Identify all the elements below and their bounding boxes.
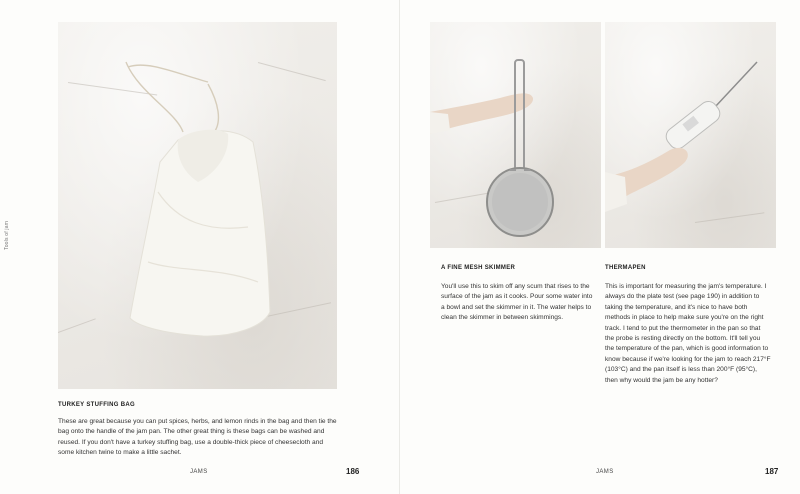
right-page — [400, 0, 800, 494]
turkey-bag-body: These are great because you can put spices, herbs, and lemon rinds in the bag and then tie the bag onto the handle of the jam pan. The other great thing is these bags can be washed and reused. If you don't have a turkey stuffing bag, use a double-thick piece of cheesecloth and some kitchen twine to make a little sachet. — [58, 418, 337, 457]
bag-illustration — [58, 22, 337, 389]
turkey-stuffing-bag-photo — [58, 22, 337, 389]
right-page-number: 187 — [765, 467, 779, 476]
left-folio-section: JAMS — [190, 469, 208, 475]
right-folio-section: JAMS — [596, 469, 614, 475]
skimmer-illustration — [430, 22, 601, 248]
thermapen-title: THERMAPEN — [605, 265, 646, 271]
skimmer-body: You'll use this to skim off any scum that rises to the surface of the jam as it cooks. Pour some water into a bowl and set the skimmer in it. The water helps to clean the skimmer in between skimmings. — [441, 283, 593, 322]
skimmer-title: A FINE MESH SKIMMER — [441, 265, 516, 271]
thermapen-photo — [605, 22, 776, 248]
thermapen-illustration — [605, 22, 776, 248]
left-page-number: 186 — [346, 467, 360, 476]
side-running-label: Tools of jam — [4, 220, 10, 250]
thermapen-body: This is important for measuring the jam's temperature. I always do the plate test (see page 190) in addition to taking the temperature, and it's nice to have both methods in place to help make sure you're on the right track. I tend to put the thermometer in the pan so that the probe is resting directly on the bottom. It'll tell you the temperature of the pan, which is good information to know because if we're looking for the jam to reach 217°F (103°C) and the pan itself is less than 200°F (95°C), then why would the jam be any hotter? — [605, 283, 771, 384]
turkey-bag-title: TURKEY STUFFING BAG — [58, 402, 135, 408]
fine-mesh-skimmer-photo — [430, 22, 601, 248]
